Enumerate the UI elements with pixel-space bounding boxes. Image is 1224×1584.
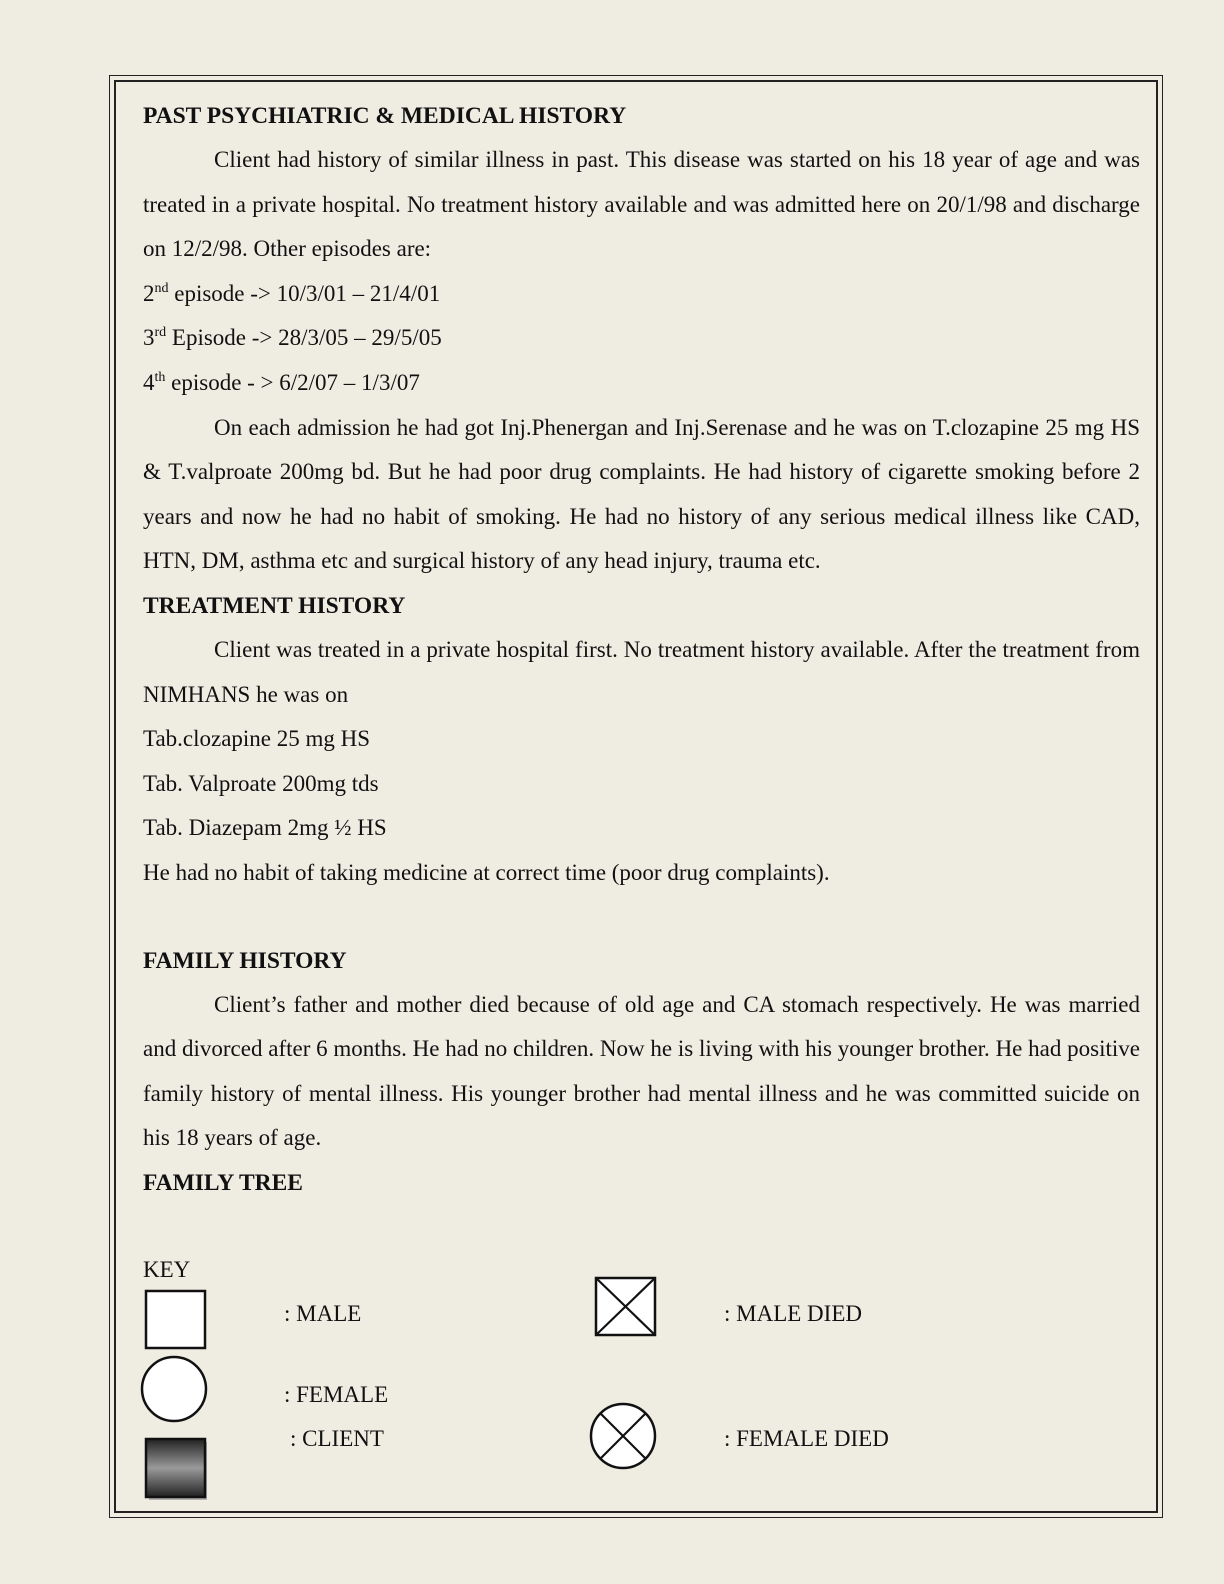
blank-line bbox=[143, 896, 1140, 939]
client-filled-square-icon bbox=[144, 1437, 210, 1503]
document-body bbox=[143, 94, 1140, 1205]
treatment-paragraph: Client was treated in a private hospital first. No treatment history available. After the treatment from NIMHANS he was on bbox=[143, 636, 1140, 707]
admission-paragraph: On each admission he had got Inj.Phenergan and Inj.Serenase and he was on T.clozapine 25 mg HS & T.valproate 200mg bd. But he had poor drug complaints. He had history of cigarette smoking before 2 years and now he had no habit of smoking. He had no history of any serious medical illness like CAD, HTN, DM, asthma etc and surgical history of any head injury, trauma etc. bbox=[143, 414, 1140, 574]
legend-female-died-label: : FEMALE DIED bbox=[724, 1426, 889, 1451]
past-history-heading: PAST PSYCHIATRIC & MEDICAL HISTORY bbox=[143, 103, 627, 129]
female-circle-icon bbox=[139, 1354, 209, 1424]
male-died-crossed-square-icon bbox=[594, 1276, 658, 1338]
family-tree-heading: FAMILY TREE bbox=[143, 1169, 303, 1196]
legend-male-died-label: : MALE DIED bbox=[724, 1301, 862, 1326]
episode-line: 4th episode - > 6/2/07 – 1/3/07 bbox=[143, 369, 420, 395]
male-square-icon bbox=[144, 1289, 208, 1351]
medication-item: Tab.clozapine 25 mg HS bbox=[143, 726, 371, 752]
medication-note: He had no habit of taking medicine at correct time (poor drug complaints). bbox=[143, 859, 830, 885]
past-history-paragraph: Client had history of similar illness in past. This disease was started on his 18 year of age and was treated in a private hospital. No treatment history available and was admitted here on 20/1/98 and discharge on 12/2/98. Other episodes are: bbox=[143, 147, 1140, 262]
family-history-paragraph: Client’s father and mother died because of old age and CA stomach respectively. He was married and divorced after 6 months. He had no children. Now he is living with his younger brother. He had positive family history of mental illness. His younger brother had mental illness and he was committed suicide on his 18 years of age. bbox=[143, 991, 1140, 1151]
episode-line: 2nd episode -> 10/3/01 – 21/4/01 bbox=[143, 280, 441, 306]
episode-line: 3rd Episode -> 28/3/05 – 29/5/05 bbox=[143, 325, 442, 351]
medication-item: Tab. Valproate 200mg tds bbox=[143, 770, 379, 796]
legend-female-label: : FEMALE bbox=[284, 1382, 389, 1407]
legend-male-label: : MALE bbox=[284, 1301, 362, 1326]
key-label: KEY bbox=[143, 1257, 191, 1282]
legend-client-label: : CLIENT bbox=[290, 1426, 384, 1451]
medication-item: Tab. Diazepam 2mg ½ HS bbox=[143, 815, 387, 841]
treatment-history-heading: TREATMENT HISTORY bbox=[143, 592, 406, 619]
female-died-crossed-circle-icon bbox=[588, 1401, 658, 1471]
family-history-heading: FAMILY HISTORY bbox=[143, 947, 347, 974]
